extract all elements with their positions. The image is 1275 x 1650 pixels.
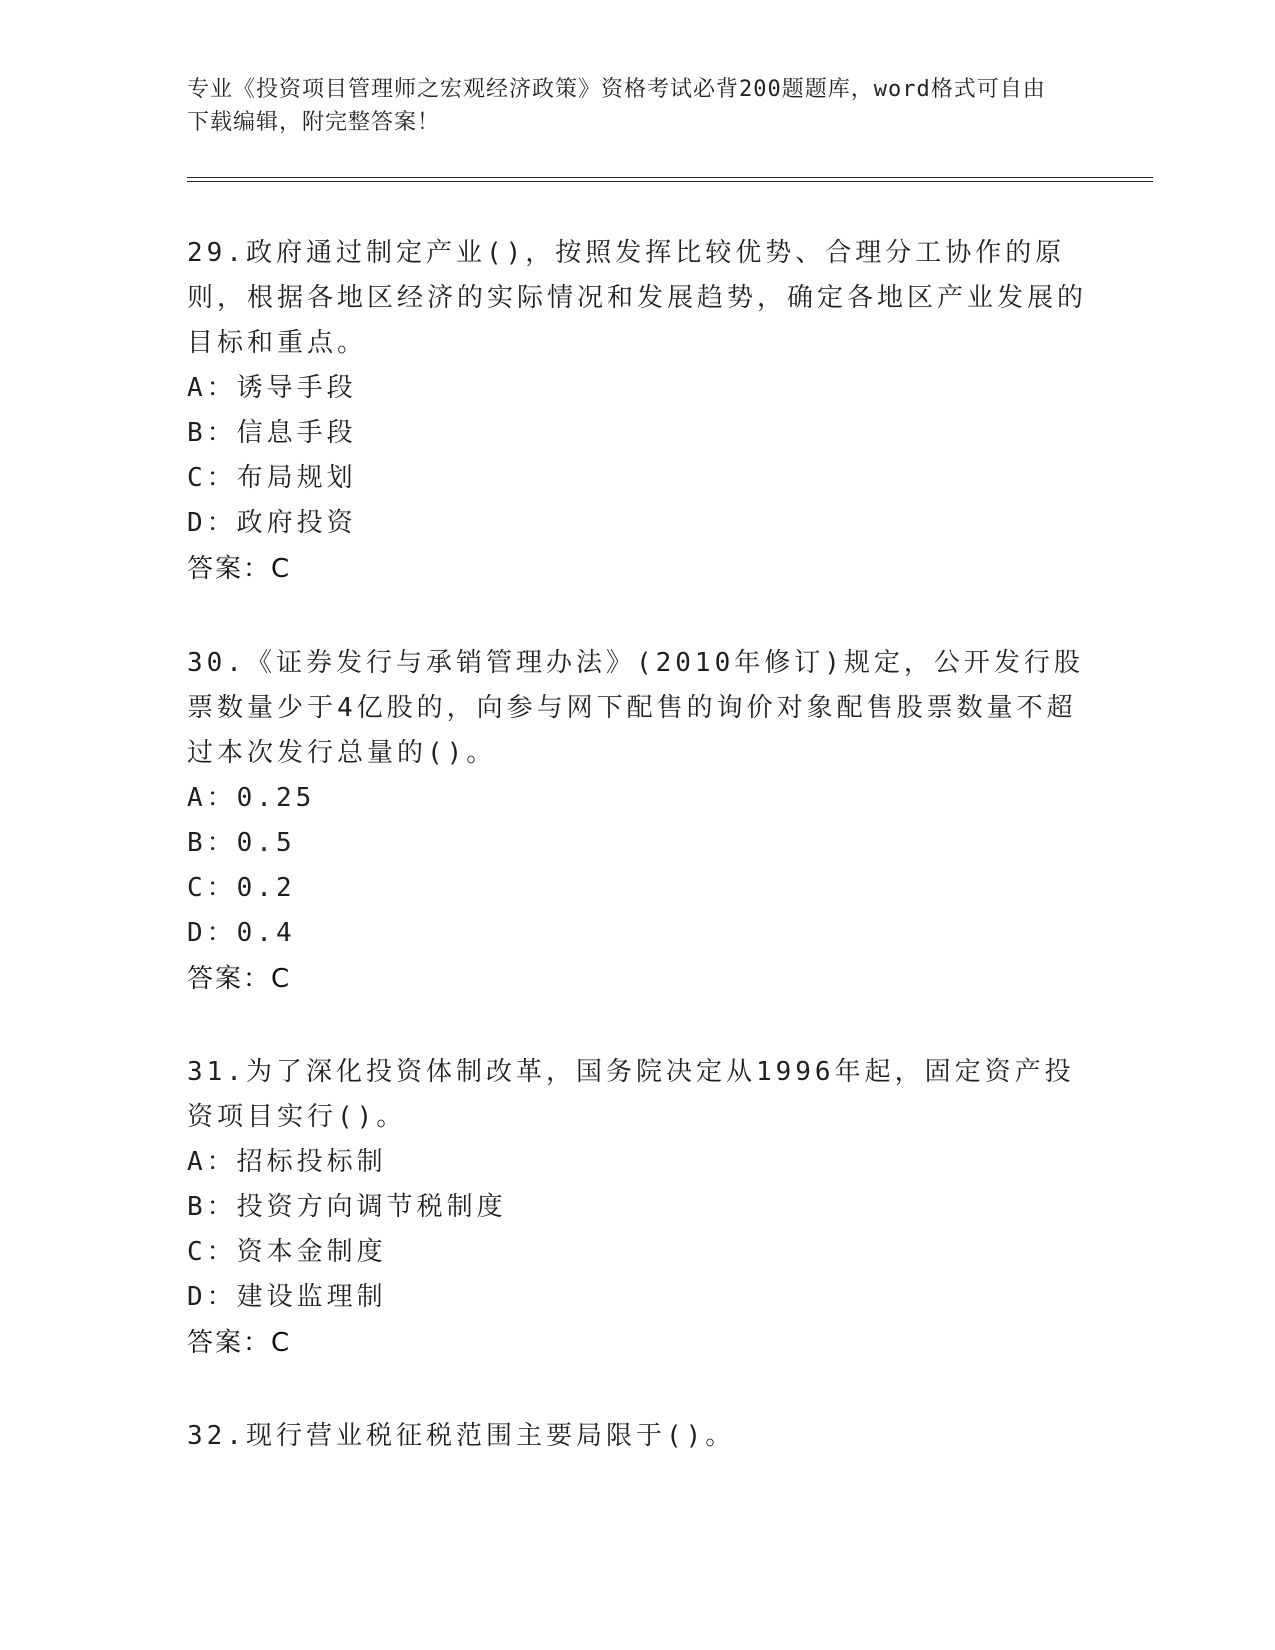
answer-line: 答案：C <box>187 1328 292 1358</box>
option-a: A：招标投标制 <box>187 1147 387 1177</box>
answer-line: 答案：C <box>187 554 292 584</box>
question-30 <box>187 641 1087 1002</box>
option-b: B：0.5 <box>187 828 296 858</box>
option-b: B：投资方向调节税制度 <box>187 1192 507 1222</box>
question-stem: 32.现行营业税征税范围主要局限于()。 <box>187 1421 736 1451</box>
option-b: B：信息手段 <box>187 418 357 448</box>
option-c: C：0.2 <box>187 873 296 903</box>
option-a: A：诱导手段 <box>187 373 357 403</box>
question-stem: 30.《证券发行与承销管理办法》(2010年修订)规定，公开发行股票数量少于4亿股的，向参与网下配售的询价对象配售股票数量不超过本次发行总量的()。 <box>187 648 1084 768</box>
option-c: C：布局规划 <box>187 463 357 493</box>
document-header: 专业《投资项目管理师之宏观经济政策》资格考试必背200题题库，word格式可自由下载编辑，附完整答案！ <box>187 77 1046 135</box>
question-stem: 31.为了深化投资体制改革，国务院决定从1996年起，固定资产投资项目实行()。 <box>187 1057 1075 1132</box>
option-c: C：资本金制度 <box>187 1237 387 1267</box>
question-32 <box>187 1414 1087 1459</box>
question-31 <box>187 1050 1087 1366</box>
answer-line: 答案：C <box>187 964 292 994</box>
option-d: D：建设监理制 <box>187 1282 387 1312</box>
question-29 <box>187 231 1087 592</box>
option-d: D：政府投资 <box>187 508 357 538</box>
option-d: D：0.4 <box>187 918 296 948</box>
question-stem: 29.政府通过制定产业()，按照发挥比较优势、合理分工协作的原则，根据各地区经济的实际情况和发展趋势，确定各地区产业发展的目标和重点。 <box>187 238 1088 358</box>
header-divider <box>187 177 1153 182</box>
option-a: A：0.25 <box>187 783 316 813</box>
